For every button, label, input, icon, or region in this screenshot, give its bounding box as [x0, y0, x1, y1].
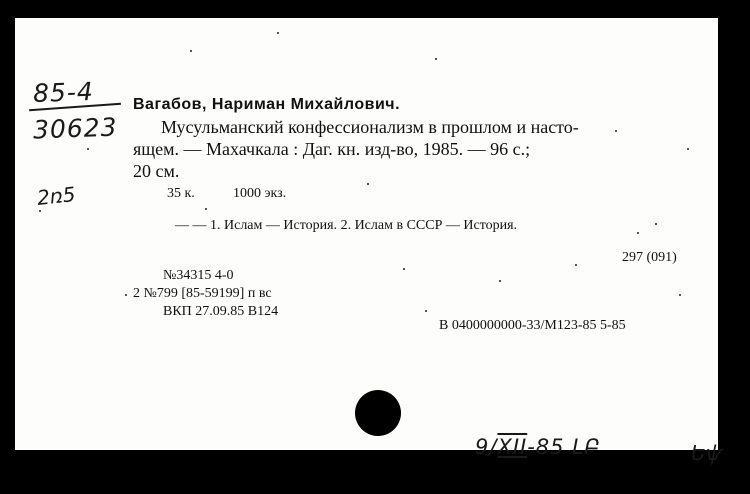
description-line-3: 20 см. — [133, 161, 180, 181]
record-line-3: ВКП 27.09.85 В124 — [163, 304, 279, 319]
description-line-1: Мусульманский конфессионализм в прошлом и насто- — [161, 117, 579, 137]
description-line-2: ящем. — Махачкала : Даг. кн. изд-во, 1985. — 96 с.; — [133, 139, 531, 159]
handwritten-initials: Եѱ — [691, 441, 724, 465]
subject-headings: — — 1. Ислам — История. 2. Ислам в СССР — История. — [175, 218, 518, 233]
handwritten-margin-mark: 2ռ5 — [35, 182, 77, 210]
bbk-code: В 0400000000-33/М123-85 5-85 — [439, 318, 626, 333]
handwritten-inventory-number: 30623 — [32, 112, 119, 145]
record-line-2: 2 №799 [85-59199] п вс — [133, 286, 272, 301]
date-prefix: 9/ — [475, 435, 498, 459]
catalog-card — [15, 18, 724, 465]
punch-hole — [355, 390, 401, 436]
print-run: 1000 экз. — [233, 186, 287, 201]
date-month: XII — [497, 435, 528, 459]
handwritten-date — [475, 436, 601, 458]
price: 35 к. — [167, 186, 195, 201]
classification-index: 297 (091) — [622, 250, 677, 265]
author-heading: Вагабов, Нариман Михайлович. — [133, 96, 401, 113]
record-line-1: №34315 4-0 — [163, 268, 234, 283]
date-suffix: -85 ԼԲ — [527, 435, 601, 459]
handwritten-shelf-number: 85-4 — [32, 76, 95, 109]
